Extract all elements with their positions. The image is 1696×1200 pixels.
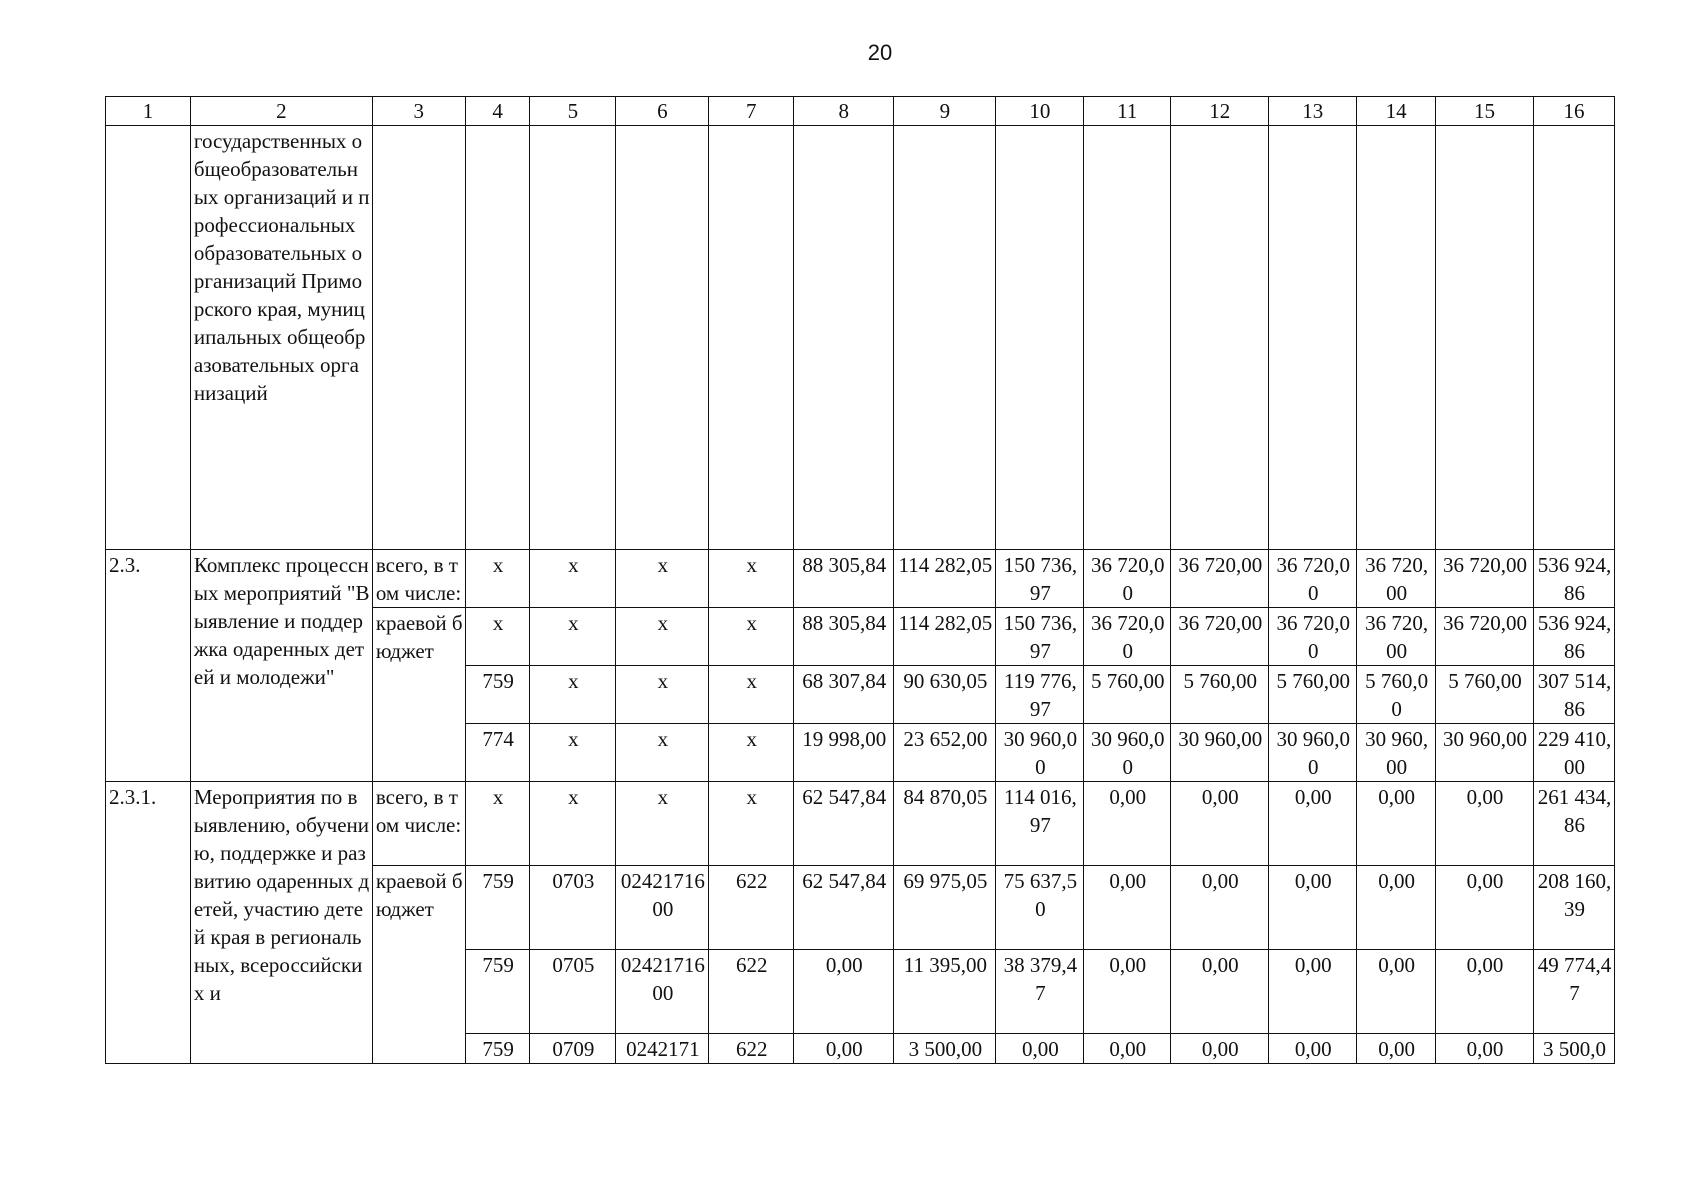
cell-total: 3 500,0 (1534, 1034, 1615, 1064)
cell-value: 0,00 (1084, 782, 1171, 866)
cell-value: 0,00 (1084, 1034, 1171, 1064)
cell (1171, 126, 1269, 550)
cell-value: 38 379,47 (996, 950, 1084, 1034)
cell-value: 3 500,00 (894, 1034, 996, 1064)
cell-value: 90 630,05 (894, 666, 996, 724)
cell-name: Комплекс процессных мероприятий "Выявление и поддержка одаренных детей и молодежи" (190, 550, 372, 782)
cell-value: 0,00 (1269, 950, 1357, 1034)
cell-csr: х (616, 550, 709, 608)
cell-vr: х (709, 608, 794, 666)
cell-value: 0,00 (1171, 950, 1269, 1034)
cell-value: 23 652,00 (894, 724, 996, 782)
cell-value: 75 637,50 (996, 866, 1084, 950)
cell (1435, 126, 1533, 550)
cell-value: 0,00 (1171, 866, 1269, 950)
table-row (106, 550, 1615, 608)
cell (996, 126, 1084, 550)
header-cell: 2 (190, 97, 372, 126)
cell-value: 19 998,00 (794, 724, 894, 782)
cell-value: 68 307,84 (794, 666, 894, 724)
header-cell: 4 (465, 97, 530, 126)
cell-value: 30 960,00 (1084, 724, 1171, 782)
cell-value: 36 720,00 (1435, 608, 1533, 666)
cell-value: 5 760,00 (1269, 666, 1357, 724)
cell-value: 0,00 (1269, 1034, 1357, 1064)
cell-value: 36 720,00 (1084, 608, 1171, 666)
cell-value: 36 720,00 (1084, 550, 1171, 608)
cell-source: краевой бюджет (372, 866, 465, 1064)
cell-value: 30 960,00 (1435, 724, 1533, 782)
header-cell: 5 (530, 97, 616, 126)
table-row-continuation (106, 126, 1615, 550)
cell-csr: 0242171600 (616, 866, 709, 950)
cell-value: 36 720,00 (1171, 608, 1269, 666)
header-cell: 11 (1084, 97, 1171, 126)
header-cell: 7 (709, 97, 794, 126)
cell-grbs: х (465, 782, 530, 866)
cell-value: 69 975,05 (894, 866, 996, 950)
cell-value: 36 720,00 (1269, 608, 1357, 666)
cell-value: 88 305,84 (794, 550, 894, 608)
cell-value: 30 960,00 (996, 724, 1084, 782)
cell-value: 0,00 (1435, 1034, 1533, 1064)
header-cell: 16 (1534, 97, 1615, 126)
cell-value: 0,00 (1435, 866, 1533, 950)
cell-value: 114 016,97 (996, 782, 1084, 866)
cell-total: 49 774,47 (1534, 950, 1615, 1034)
cell-grbs: 759 (465, 950, 530, 1034)
budget-table (105, 96, 1615, 1064)
page-number: 20 (867, 40, 893, 65)
cell-value: 0,00 (1357, 782, 1436, 866)
cell-value: 5 760,00 (1171, 666, 1269, 724)
cell-grbs: 759 (465, 1034, 530, 1064)
cell-value: 36 720,00 (1269, 550, 1357, 608)
cell-vr: х (709, 550, 794, 608)
cell-grbs: х (465, 550, 530, 608)
cell-rzpr: х (530, 608, 616, 666)
header-cell: 14 (1357, 97, 1436, 126)
cell-value: 36 720,00 (1357, 550, 1436, 608)
cell (709, 126, 794, 550)
cell-value: 30 960,00 (1269, 724, 1357, 782)
cell-value: 114 282,05 (894, 550, 996, 608)
cell (465, 126, 530, 550)
cell-value: 62 547,84 (794, 866, 894, 950)
cell-total: 536 924,86 (1534, 550, 1615, 608)
cell-grbs: х (465, 608, 530, 666)
cell-value: 62 547,84 (794, 782, 894, 866)
cell-csr: х (616, 782, 709, 866)
cell-total: 229 410,00 (1534, 724, 1615, 782)
cell-value: 36 720,00 (1357, 608, 1436, 666)
header-cell: 9 (894, 97, 996, 126)
cell-rzpr: х (530, 724, 616, 782)
cell-value: 0,00 (794, 950, 894, 1034)
cell (1269, 126, 1357, 550)
cell-csr: х (616, 724, 709, 782)
cell (794, 126, 894, 550)
cell-csr: х (616, 666, 709, 724)
cell (1084, 126, 1171, 550)
cell-rzpr: х (530, 666, 616, 724)
cell-total: 307 514,86 (1534, 666, 1615, 724)
cell-value: 36 720,00 (1171, 550, 1269, 608)
cell-total: 536 924,86 (1534, 608, 1615, 666)
cell-vr: 622 (709, 1034, 794, 1064)
cell-value: 30 960,00 (1171, 724, 1269, 782)
cell-value: 0,00 (996, 1034, 1084, 1064)
header-cell: 12 (1171, 97, 1269, 126)
cell-value: 0,00 (1084, 950, 1171, 1034)
cell-value: 11 395,00 (894, 950, 996, 1034)
cell-value: 114 282,05 (894, 608, 996, 666)
cell-grbs: 774 (465, 724, 530, 782)
cell-vr: х (709, 782, 794, 866)
header-cell: 13 (1269, 97, 1357, 126)
cell-value: 0,00 (794, 1034, 894, 1064)
cell-value: 30 960,00 (1357, 724, 1436, 782)
cell-source: всего, в том числе: (372, 550, 465, 608)
cell-rzpr: х (530, 782, 616, 866)
cell-rzpr: 0705 (530, 950, 616, 1034)
cell-vr: 622 (709, 950, 794, 1034)
cell-value: 0,00 (1084, 866, 1171, 950)
header-cell: 8 (794, 97, 894, 126)
cell (1357, 126, 1436, 550)
cell (530, 126, 616, 550)
header-cell: 1 (106, 97, 191, 126)
cell-value: 36 720,00 (1435, 550, 1533, 608)
cell-value: 150 736,97 (996, 608, 1084, 666)
cell-num (106, 126, 191, 550)
cell-name: Мероприятия по выявлению, обучению, поддержке и развитию одаренных детей, участию детей края в региональных, всероссийских и (190, 782, 372, 1064)
cell-value: 5 760,00 (1357, 666, 1436, 724)
cell-grbs: 759 (465, 866, 530, 950)
cell-value: 0,00 (1171, 1034, 1269, 1064)
cell-total: 261 434,86 (1534, 782, 1615, 866)
cell-csr: х (616, 608, 709, 666)
header-cell: 10 (996, 97, 1084, 126)
cell-value: 119 776,97 (996, 666, 1084, 724)
cell-value: 5 760,00 (1084, 666, 1171, 724)
cell-rzpr: 0703 (530, 866, 616, 950)
cell (894, 126, 996, 550)
cell-name: государственных общеобразовательных организаций и профессиональных образовательных организаций Приморского края, муниципальных общеобразовательных организаций (190, 126, 372, 550)
cell-total: 208 160,39 (1534, 866, 1615, 950)
header-cell: 6 (616, 97, 709, 126)
cell-value: 0,00 (1357, 950, 1436, 1034)
cell-value: 0,00 (1357, 1034, 1436, 1064)
cell-source: всего, в том числе: (372, 782, 465, 866)
header-cell: 15 (1435, 97, 1533, 126)
cell-value: 0,00 (1269, 782, 1357, 866)
cell-value: 5 760,00 (1435, 666, 1533, 724)
cell-rzpr: х (530, 550, 616, 608)
cell-value: 0,00 (1269, 866, 1357, 950)
cell-value: 0,00 (1357, 866, 1436, 950)
cell-grbs: 759 (465, 666, 530, 724)
cell-value: 0,00 (1435, 782, 1533, 866)
cell-num: 2.3. (106, 550, 191, 782)
cell-value: 88 305,84 (794, 608, 894, 666)
cell-value: 0,00 (1435, 950, 1533, 1034)
cell-num: 2.3.1. (106, 782, 191, 1064)
cell-vr: 622 (709, 866, 794, 950)
cell-vr: х (709, 724, 794, 782)
table-row (106, 782, 1615, 866)
cell-csr: 0242171600 (616, 950, 709, 1034)
cell-value: 0,00 (1171, 782, 1269, 866)
cell-csr: 0242171 (616, 1034, 709, 1064)
cell-rzpr: 0709 (530, 1034, 616, 1064)
cell-source: краевой бюджет (372, 608, 465, 782)
header-row (106, 97, 1615, 126)
cell (616, 126, 709, 550)
cell-vr: х (709, 666, 794, 724)
cell-value: 150 736,97 (996, 550, 1084, 608)
cell (372, 126, 465, 550)
header-cell: 3 (372, 97, 465, 126)
cell (1534, 126, 1615, 550)
cell-value: 84 870,05 (894, 782, 996, 866)
